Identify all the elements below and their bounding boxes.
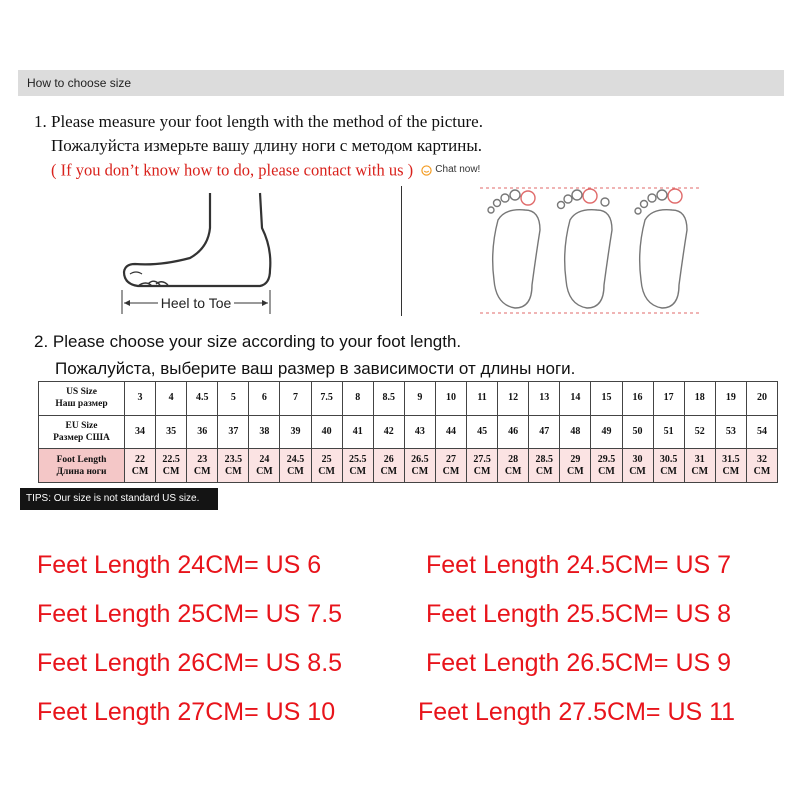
size-cell <box>591 415 622 449</box>
size-cell <box>653 449 684 483</box>
size-cell <box>280 415 311 449</box>
foot-side-view-illustration <box>90 188 310 318</box>
size-unit: CM <box>224 465 242 477</box>
chat-icon <box>421 165 432 176</box>
size-cell <box>373 382 404 416</box>
size-cell <box>404 449 435 483</box>
size-value: 8.5 <box>382 392 396 404</box>
row-header <box>39 415 125 449</box>
size-unit: CM <box>567 465 584 477</box>
us-size-row <box>39 382 778 416</box>
size-cell <box>342 415 373 449</box>
size-chart-table <box>38 381 778 483</box>
size-cell <box>684 449 715 483</box>
row-header-label: Foot Length <box>56 454 107 465</box>
size-value: 38 <box>259 425 270 437</box>
size-cell <box>311 415 342 449</box>
size-value: 39 <box>290 425 301 437</box>
size-value: 24 <box>259 453 270 465</box>
section-header <box>18 70 784 96</box>
size-value: 22.5 <box>162 453 180 465</box>
size-unit: CM <box>535 465 553 477</box>
chat-now-button[interactable] <box>421 158 480 182</box>
row-header-label: Длина ноги <box>56 466 107 477</box>
size-value: 52 <box>694 425 705 437</box>
row-header-label: EU Size <box>65 420 98 431</box>
size-cell <box>373 415 404 449</box>
size-cell <box>498 382 529 416</box>
size-unit: CM <box>691 465 709 477</box>
size-cell <box>560 415 591 449</box>
size-value: 23 <box>197 453 208 465</box>
size-value: 37 <box>228 425 239 437</box>
size-cell <box>280 449 311 483</box>
size-value: 49 <box>601 425 612 437</box>
size-value: 42 <box>383 425 394 437</box>
size-cell <box>249 415 280 449</box>
size-unit: CM <box>380 465 398 477</box>
size-cell <box>156 382 187 416</box>
size-value: 47 <box>539 425 550 437</box>
size-cell <box>498 449 529 483</box>
size-value: 27 <box>445 453 456 465</box>
size-cell <box>467 382 498 416</box>
size-value: 25.5 <box>348 453 367 465</box>
step1-contact-note <box>34 158 483 183</box>
size-unit: CM <box>131 465 149 477</box>
size-cell <box>529 382 560 416</box>
size-unit: CM <box>287 465 304 477</box>
size-cell <box>187 382 218 416</box>
size-value: 27.5 <box>473 453 491 465</box>
size-value: 7 <box>293 392 299 404</box>
size-cell <box>560 382 591 416</box>
contact-note-text: ( If you don’t know how to do, please contact with us ) <box>51 160 414 180</box>
step2-english: 2. Please choose your size according to your foot length. <box>34 332 462 351</box>
size-cell <box>125 449 156 483</box>
row-header <box>39 449 125 483</box>
step2-russian: Пожалуйста, выберите ваш размер в зависимости от длины ноги. <box>55 359 576 378</box>
size-value: 4 <box>168 392 174 404</box>
size-value: 12 <box>508 392 519 404</box>
size-cell <box>125 382 156 416</box>
size-value: 18 <box>694 392 705 404</box>
size-value: 8 <box>355 392 361 404</box>
size-cell <box>684 415 715 449</box>
size-unit: CM <box>598 465 615 477</box>
size-value: 4.5 <box>195 392 209 404</box>
divider <box>401 186 402 316</box>
size-value: 46 <box>508 425 519 437</box>
size-value: 30 <box>632 453 643 465</box>
size-cell <box>622 382 653 416</box>
size-value: 26 <box>383 453 394 465</box>
size-cell <box>249 382 280 416</box>
size-value: 48 <box>570 425 581 437</box>
size-cell <box>529 415 560 449</box>
foot-prints-illustration <box>470 180 710 320</box>
size-cell <box>715 415 746 449</box>
size-value: 22 <box>135 453 146 465</box>
size-value: 43 <box>414 425 425 437</box>
size-cell <box>746 415 777 449</box>
size-unit: CM <box>318 465 335 477</box>
step1-english: 1. Please measure your foot length with the method of the picture. <box>34 112 483 131</box>
size-cell <box>280 382 311 416</box>
size-cell <box>249 449 280 483</box>
conversion-line: Feet Length 26CM= US 8.5 <box>37 649 343 677</box>
size-cell <box>187 449 218 483</box>
size-unit: CM <box>442 465 460 477</box>
section-header-title: How to choose size <box>27 76 132 90</box>
size-value: 25 <box>321 453 332 465</box>
size-value: 35 <box>166 425 177 437</box>
size-value: 36 <box>197 425 208 437</box>
size-cell <box>156 415 187 449</box>
size-cell <box>342 449 373 483</box>
size-value: 29 <box>570 453 581 465</box>
conversion-line: Feet Length 27CM= US 10 <box>37 698 336 726</box>
size-unit: CM <box>660 465 677 477</box>
size-cell <box>591 449 622 483</box>
size-cell <box>125 415 156 449</box>
size-cell <box>467 449 498 483</box>
size-cell <box>622 449 653 483</box>
size-unit: CM <box>629 465 646 477</box>
conversion-line: Feet Length 27.5CM= US 11 <box>418 698 736 726</box>
size-unit: CM <box>753 465 771 477</box>
size-value: 51 <box>663 425 674 437</box>
size-value: 14 <box>570 392 581 404</box>
size-value: 28.5 <box>535 453 554 465</box>
size-value: 19 <box>725 392 736 404</box>
size-value: 6 <box>261 392 267 404</box>
size-value: 17 <box>663 392 674 404</box>
size-value: 24.5 <box>286 453 305 465</box>
size-value: 28 <box>508 453 519 465</box>
size-cell <box>311 382 342 416</box>
size-cell <box>467 415 498 449</box>
size-unit: CM <box>722 465 740 477</box>
size-cell <box>435 449 466 483</box>
size-cell <box>746 449 777 483</box>
chat-now-label: Chat now! <box>435 164 481 175</box>
size-cell <box>560 449 591 483</box>
step2-instructions <box>34 328 575 382</box>
row-header <box>39 382 125 416</box>
size-cell <box>684 382 715 416</box>
size-unit: CM <box>504 465 522 477</box>
size-cell <box>156 449 187 483</box>
eu-size-row <box>39 415 778 449</box>
size-cell <box>622 415 653 449</box>
row-header-label: Наш размер <box>55 399 108 410</box>
size-cell <box>342 382 373 416</box>
size-cell <box>715 382 746 416</box>
row-header-label: US Size <box>66 387 97 398</box>
size-value: 9 <box>417 392 423 404</box>
size-unit: CM <box>162 465 180 477</box>
size-cell <box>187 415 218 449</box>
size-value: 54 <box>756 425 767 437</box>
size-unit: CM <box>349 465 367 477</box>
size-value: 10 <box>445 392 456 404</box>
size-value: 40 <box>321 425 332 437</box>
size-cell <box>311 449 342 483</box>
size-cell <box>218 415 249 449</box>
size-value: 16 <box>632 392 643 404</box>
size-value: 45 <box>477 425 488 437</box>
size-cell <box>218 449 249 483</box>
size-cell <box>435 415 466 449</box>
conversion-line: Feet Length 25.5CM= US 8 <box>426 600 732 628</box>
size-cell <box>529 449 560 483</box>
size-cell <box>404 415 435 449</box>
size-unit: CM <box>473 465 491 477</box>
size-value: 11 <box>477 392 487 404</box>
step1-instructions <box>34 110 483 183</box>
size-value: 30.5 <box>659 453 678 465</box>
size-cell <box>404 382 435 416</box>
size-value: 13 <box>539 392 550 404</box>
foot-length-row <box>39 449 778 483</box>
size-value: 15 <box>601 392 612 404</box>
conversion-line: Feet Length 24.5CM= US 7 <box>426 551 732 579</box>
size-value: 26.5 <box>411 453 429 465</box>
conversion-line: Feet Length 25CM= US 7.5 <box>37 600 343 628</box>
size-value: 3 <box>137 392 143 404</box>
size-cell <box>591 382 622 416</box>
size-unit: CM <box>256 465 273 477</box>
size-unit: CM <box>411 465 429 477</box>
size-cell <box>653 415 684 449</box>
heel-to-toe-label: Heel to Toe <box>160 295 232 311</box>
size-value: 23.5 <box>224 453 243 465</box>
size-value: 41 <box>352 425 363 437</box>
size-value: 44 <box>445 425 456 437</box>
size-cell <box>653 382 684 416</box>
conversion-line: Feet Length 26.5CM= US 9 <box>426 649 732 677</box>
row-header-label: Размер США <box>53 432 110 443</box>
conversion-line: Feet Length 24CM= US 6 <box>37 551 322 579</box>
size-cell <box>498 415 529 449</box>
size-cell <box>435 382 466 416</box>
size-value: 20 <box>756 392 767 404</box>
size-value: 53 <box>725 425 736 437</box>
size-value: 29.5 <box>597 453 616 465</box>
tips-banner: TIPS: Our size is not standard US size. <box>20 488 218 510</box>
size-unit: CM <box>193 465 211 477</box>
size-value: 50 <box>632 425 643 437</box>
size-cell <box>746 382 777 416</box>
size-value: 34 <box>135 425 146 437</box>
size-value: 31.5 <box>722 453 740 465</box>
size-cell <box>715 449 746 483</box>
size-value: 7.5 <box>320 392 333 404</box>
size-value: 32 <box>756 453 767 465</box>
step1-russian: Пожалуйста измерьте вашу длину ноги с методом картины. <box>51 136 483 155</box>
size-cell <box>218 382 249 416</box>
size-cell <box>373 449 404 483</box>
size-value: 5 <box>230 392 236 404</box>
size-value: 31 <box>694 453 705 465</box>
